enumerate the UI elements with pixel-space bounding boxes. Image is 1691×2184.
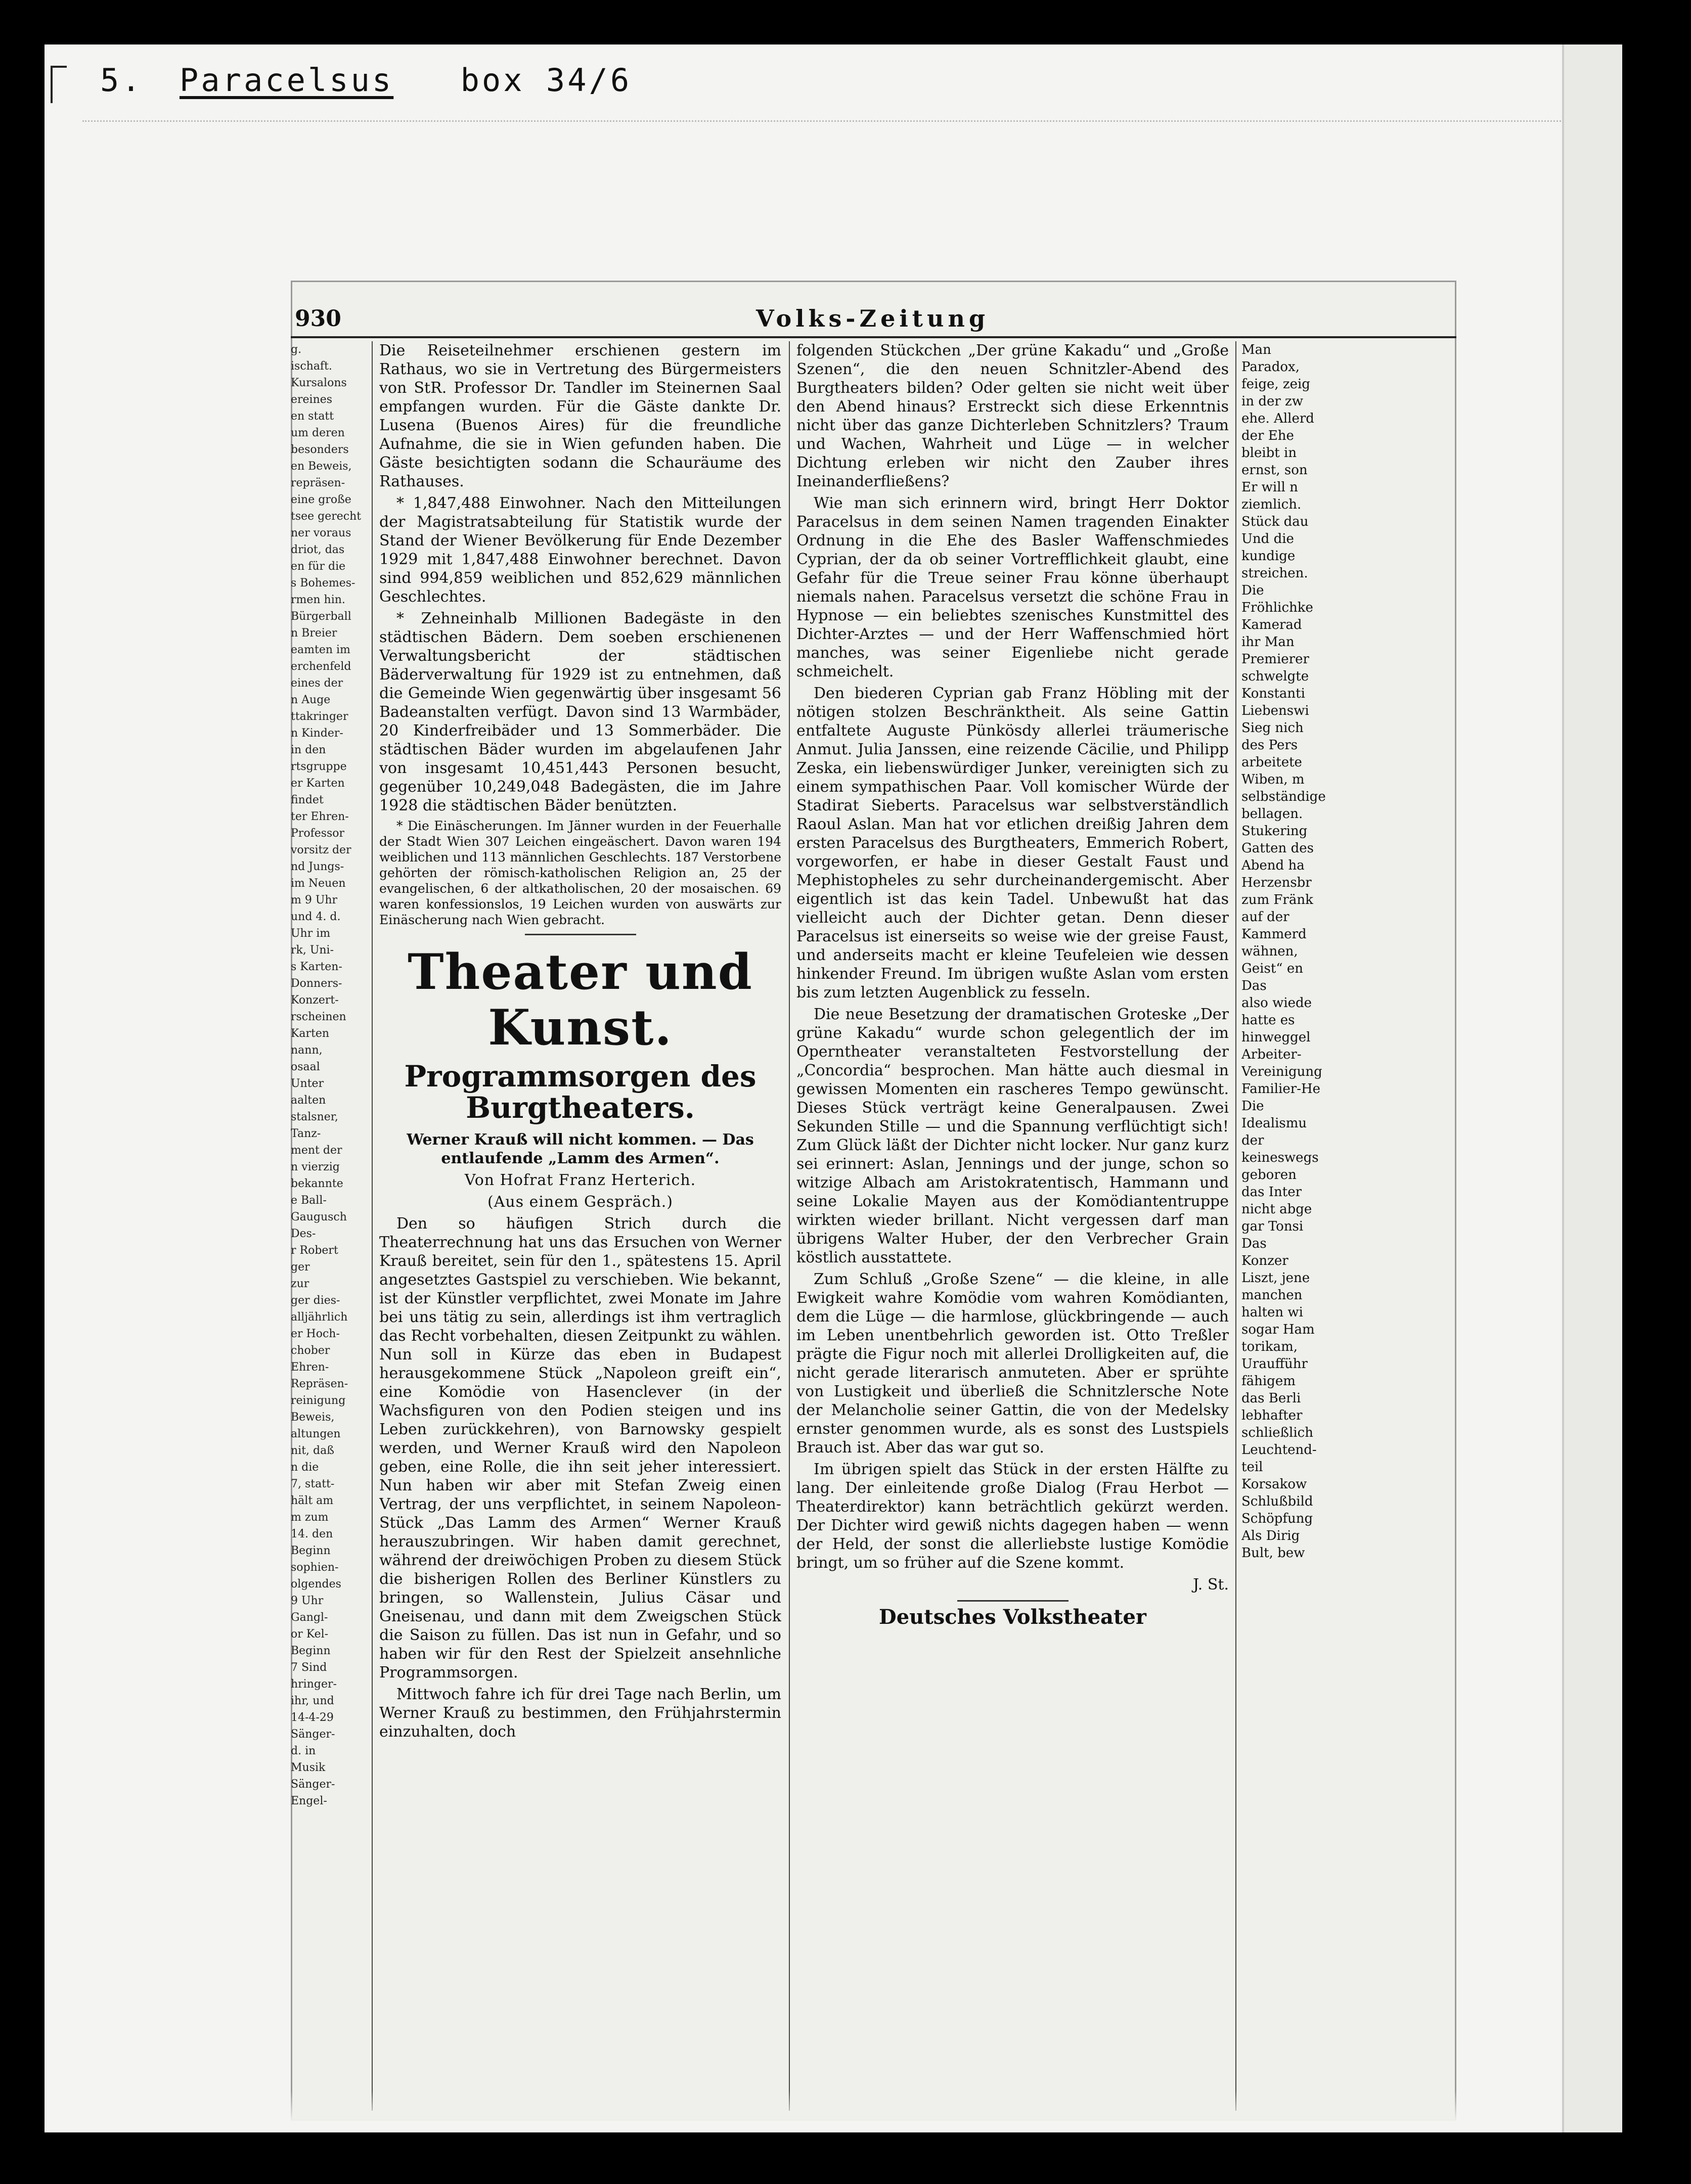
text-fragment: halten wi bbox=[1241, 1305, 1303, 1320]
column-c bbox=[796, 341, 1229, 2111]
text-fragment: sogar Ham bbox=[1241, 1322, 1315, 1337]
article-paragraph: Den so häufigen Strich durch die Theaterrechnung hat uns das Ersuchen von Werner Krauß bereitet, sein für den 1., spätestens 15. April angesetztes Gastspiel zu verschieben. Wie bekannt, ist der Künstler verpflichtet, zwei Monate im Jahre bei uns tätig zu sein, allerdings ist ihm vertraglich das Recht vorbehalten, diesen Zeitpunkt zu wählen. Nun soll in Kürze das eben in Budapest herausgekommene Stück „Napoleon greift ein“, eine Komödie von Hasenclever (in der Wachsfiguren von den Podien steigen und ins Leben zurückkehren), von Barnowsky gespielt werden, und Werner Krauß wird den Napoleon geben, eine Rolle, die ihn seit jeher interessiert. Nun haben wir aber mit Stefan Zweig einen Vertrag, der uns verpflichtet, in seinem Napoleon-Stück „Das Lamm des Armen“ Werner Krauß herauszubringen. Wir haben damit gerechnet, während der dreiwöchigen Proben zu diesem Stück die bisherigen Rollen des Berliner Künstlers zu bringen, so Wallenstein, Julius Cäsar und Gneisenau, und dann mit dem Zweigschen Stück die Saison zu füllen. Das ist nun in Gefahr, und so haben wir für den Rest der Spielzeit ansehnliche Programmsorgen. bbox=[379, 1215, 781, 1681]
text-fragment: im Neuen bbox=[291, 877, 346, 890]
text-fragment: eamten im bbox=[291, 644, 350, 656]
text-fragment: ereines bbox=[291, 393, 333, 406]
text-fragment: rscheinen bbox=[291, 1011, 346, 1023]
text-fragment: bleibt in bbox=[1241, 445, 1297, 461]
text-fragment: Bürgerball bbox=[291, 610, 351, 623]
text-fragment: Als Dirig bbox=[1241, 1528, 1300, 1543]
text-fragment: auf der bbox=[1241, 909, 1289, 925]
text-fragment: aalten bbox=[291, 1094, 326, 1107]
text-fragment: Schlußbild bbox=[1241, 1494, 1313, 1509]
text-fragment: Sieg nich bbox=[1241, 720, 1304, 736]
article-paragraph: Mittwoch fahre ich für drei Tage nach Berlin, um Werner Krauß zu bestimmen, den Frühjahrstermin einzuhalten, doch bbox=[379, 1686, 781, 1741]
text-fragment: driot, das bbox=[291, 543, 345, 556]
news-paragraph: * Zehneinhalb Millionen Badegäste in den städtischen Bädern. Dem soeben erschienenen Verwaltungsbericht der städtischen Bäderverwaltung für 1929 ist zu entnehmen, daß die Gemeinde Wien gegenwärtig über insgesamt 56 Badeanstalten verfügt. Davon sind 13 Warmbäder, 20 Kinderfreibäder und 13 Sommerbäder. Die städtischen Bäder wurden im abgelaufenen Jahr von insgesamt 10,451,443 Personen besucht, gegenüber 10,249,048 Badegästen, die im Jahre 1928 die städtischen Bäder benützten. bbox=[379, 610, 781, 814]
text-fragment: hinweggel bbox=[1241, 1030, 1311, 1045]
text-fragment: 7 Sind bbox=[291, 1661, 327, 1674]
text-fragment: chober bbox=[291, 1344, 330, 1357]
text-fragment: Die bbox=[1241, 583, 1264, 598]
text-fragment: findet bbox=[291, 794, 324, 806]
text-fragment: en Beweis, bbox=[291, 460, 352, 473]
text-fragment: n die bbox=[291, 1461, 319, 1474]
text-fragment: Stück dau bbox=[1241, 514, 1309, 529]
page-number: 930 bbox=[295, 306, 341, 332]
text-fragment: Uraufführ bbox=[1241, 1356, 1308, 1372]
text-fragment: Korsakow bbox=[1241, 1477, 1307, 1492]
text-fragment: ischaft. bbox=[291, 360, 332, 373]
column-divider bbox=[1235, 341, 1236, 2111]
text-fragment: schließlich bbox=[1241, 1425, 1313, 1440]
review-paragraph: Den biederen Cyprian gab Franz Höbling mit der nötigen stolzen Beschränktheit. Als seine Gattin entfaltete Auguste Pünkösdy allerlei träumerische Anmut. Julia Janssen, eine reizende Cäcilie, und Philipp Zeska, ein liebenswürdiger Junker, vereinigten sich zu einem sympathischen Paar. Voll komischer Würde der Stadirat Sieberts. Paracelsus war selbstverständlich Raoul Aslan. Man hat vor etlichen dreißig Jahren dem ersten Paracelsus des Burgtheaters, Emmerich Robert, vorgeworfen, er habe in dieser Gestalt Faust und Mephistopheles zu sehr durcheinandergemischt. Aber eigentlich ist das kein Tadel. Unbewußt hat das vielleicht auch der Dichter getan. Denn dieser Paracelsus ist einerseits so weise wie der greise Faust, und anderseits macht er kleine Teufeleien wie dessen hinkender Freund. Im übrigen wußte Aslan vom ersten bis zum letzten Augenblick zu fesseln. bbox=[796, 685, 1229, 1002]
text-fragment: fähigem bbox=[1241, 1374, 1296, 1389]
text-fragment: Repräsen- bbox=[291, 1378, 348, 1390]
text-fragment: vorsitz der bbox=[291, 844, 351, 856]
text-fragment: und 4. d. bbox=[291, 911, 341, 923]
review-paragraph: folgenden Stückchen „Der grüne Kakadu“ und „Große Szenen“, die den neuen Schnitzler-Abend des Burgtheaters bilden? Oder gelten sie nicht weit über den Abend hinaus? Erstreckt sich diese Erkenntnis nicht über das ganze Dichterleben Schnitzlers? Traum und Wachen, Wahrheit und Lüge — in welcher Dichtung erleben wir nicht den Zauber ihres Ineinanderfließens? bbox=[796, 342, 1229, 490]
text-fragment: tsee gerecht bbox=[291, 510, 362, 523]
text-fragment: stalsner, bbox=[291, 1111, 338, 1123]
text-fragment: olgendes bbox=[291, 1578, 341, 1590]
text-fragment: repräsen- bbox=[291, 477, 345, 489]
text-fragment: Uhr im bbox=[291, 927, 331, 940]
text-fragment: erchenfeld bbox=[291, 660, 351, 673]
text-fragment: Und die bbox=[1241, 531, 1294, 547]
article-byline: Von Hofrat Franz Herterich. bbox=[464, 1171, 696, 1189]
newspaper-clipping bbox=[291, 281, 1456, 2121]
text-fragment: Gatten des bbox=[1241, 841, 1314, 856]
text-fragment: Liszt, jene bbox=[1241, 1270, 1310, 1286]
text-fragment: en für die bbox=[291, 560, 346, 573]
text-fragment: Beweis, bbox=[291, 1411, 335, 1424]
text-fragment: bellagen. bbox=[1241, 806, 1303, 822]
text-fragment: or Kel- bbox=[291, 1628, 329, 1641]
text-fragment: bekannte bbox=[291, 1177, 343, 1190]
text-fragment: 7, statt- bbox=[291, 1478, 335, 1490]
text-fragment: Des- bbox=[291, 1227, 316, 1240]
bottom-fade bbox=[291, 2090, 1456, 2121]
text-fragment: eine große bbox=[291, 493, 351, 506]
text-fragment: also wiede bbox=[1241, 995, 1312, 1011]
text-fragment: s Karten- bbox=[291, 961, 342, 973]
text-fragment: n vierzig bbox=[291, 1161, 340, 1173]
text-fragment: Er will n bbox=[1241, 480, 1298, 495]
text-fragment: wähnen, bbox=[1241, 944, 1298, 959]
section-title: Theater und Kunst. bbox=[408, 943, 753, 1056]
column-b bbox=[379, 341, 781, 2111]
right-edge bbox=[1562, 44, 1622, 2132]
top-rule bbox=[82, 120, 1564, 122]
article-subhead: Werner Krauß will nicht kommen. — Das entlaufende „Lamm des Armen“. bbox=[407, 1131, 754, 1167]
text-fragment: d. in bbox=[291, 1745, 316, 1757]
text-fragment: ner voraus bbox=[291, 527, 351, 539]
text-fragment: geboren bbox=[1241, 1167, 1297, 1182]
text-fragment: besonders bbox=[291, 443, 349, 456]
text-fragment: ment der bbox=[291, 1144, 342, 1157]
text-fragment: selbständige bbox=[1241, 789, 1326, 804]
divider bbox=[957, 1600, 1069, 1602]
review-paragraph: Die neue Besetzung der dramatischen Groteske „Der grüne Kakadu“ wurde schon gelegentlich der im Operntheater veranstalteten Festvorstellung der „Concordia“ besprochen. Man hätte auch diesmal in gewissen Momenten ein rascheres Tempo gewünscht. Dieses Stück verträgt keine Generalpausen. Zwei Sekunden Stille — und die Spannung verflüchtigt sich! Zum Glück läßt der Dichter nicht locker. Nur ganz kurz sei erinnert: Aslan, Jennings und der junge, schon so witzige Albach am Aristokratentisch, Hammann und seine Lokalie Mayen aus der Komödiantentruppe wirkten wieder brillant. Nicht vergessen darf man übrigens Walter Huber, der den Verbrecher Grain köstlich ausstattete. bbox=[796, 1006, 1229, 1266]
text-fragment: ziemlich. bbox=[1241, 497, 1302, 512]
text-fragment: n Kinder- bbox=[291, 727, 343, 740]
text-fragment: Konzert- bbox=[291, 994, 339, 1007]
text-fragment: teil bbox=[1241, 1460, 1263, 1475]
text-fragment: Tanz- bbox=[291, 1127, 321, 1140]
text-fragment: g. bbox=[291, 343, 302, 356]
text-fragment: Kursalons bbox=[291, 377, 347, 389]
text-fragment: er Hoch- bbox=[291, 1328, 340, 1340]
text-fragment: er Karten bbox=[291, 777, 345, 790]
text-fragment: rmen hin. bbox=[291, 594, 345, 606]
text-fragment: hatte es bbox=[1241, 1013, 1295, 1028]
text-fragment: Man bbox=[1241, 342, 1271, 357]
text-fragment: hält am bbox=[291, 1494, 334, 1507]
text-fragment: ernst, son bbox=[1241, 463, 1308, 478]
text-fragment: ger bbox=[291, 1261, 310, 1273]
text-fragment: Bult, bew bbox=[1241, 1545, 1305, 1561]
text-fragment: Ehren- bbox=[291, 1361, 329, 1374]
text-fragment: Leuchtend- bbox=[1241, 1442, 1317, 1458]
text-fragment: Stukering bbox=[1241, 824, 1308, 839]
bottom-heading: Deutsches Volkstheater bbox=[879, 1605, 1146, 1629]
text-fragment: osaal bbox=[291, 1061, 320, 1073]
text-fragment: das Berli bbox=[1241, 1391, 1301, 1406]
text-fragment: kundige bbox=[1241, 549, 1296, 564]
news-paragraph: Die Reiseteilnehmer erschienen gestern im Rathaus, wo sie in Vertretung des Bürgermeisters von StR. Professor Dr. Tandler im Steinernen Saal empfangen wurden. Für die Gäste dankte Dr. Lusena (Buenos Aires) für die freundliche Aufnahme, die sie in Wien gefunden haben. Die Gäste besichtigten sodann die Schauräume des Rathauses. bbox=[379, 342, 781, 490]
text-fragment: Gaugusch bbox=[291, 1211, 347, 1223]
review-paragraph: Im übrigen spielt das Stück in der ersten Hälfte zu lang. Der einleitende große Dialog (Frau Herbot — Theaterdirektor) kann beträchtlich gekürzt werden. Der Dichter wird gewiß nichts dagegen haben — wenn der Held, der sonst die allerliebste lustige Komödie bringt, um so früher auf die Szene kommt. bbox=[796, 1461, 1229, 1572]
text-fragment: Familier-He bbox=[1241, 1081, 1321, 1097]
text-fragment: 14. den bbox=[291, 1528, 333, 1540]
text-fragment: 14-4-29 bbox=[291, 1711, 334, 1724]
column-divider bbox=[372, 341, 373, 2111]
text-fragment: Idealismu bbox=[1241, 1116, 1307, 1131]
signature: J. St. bbox=[1193, 1576, 1229, 1594]
text-fragment: Gangl- bbox=[291, 1611, 328, 1624]
archive-number: 5. bbox=[100, 62, 143, 99]
news-paragraph: * 1,847,488 Einwohner. Nach den Mitteilungen der Magistratsabteilung für Statistik wurde der Stand der Wiener Bevölkerung für Ende Dezember 1929 mit 1,847,488 Einwohner berechnet. Davon sind 994,859 weiblichen und 852,629 männlichen Geschlechtes. bbox=[379, 494, 781, 606]
text-fragment: in der zw bbox=[1241, 394, 1304, 409]
text-fragment: Fröhlichke bbox=[1241, 600, 1313, 615]
masthead: Volks-Zeitung bbox=[756, 305, 990, 332]
text-fragment: lebhafter bbox=[1241, 1408, 1303, 1423]
archive-title: Paracelsus bbox=[179, 62, 394, 99]
text-fragment: Beginn bbox=[291, 1645, 331, 1657]
text-fragment: torikam, bbox=[1241, 1339, 1298, 1354]
text-fragment: Kammerd bbox=[1241, 927, 1307, 942]
text-fragment: Schöpfung bbox=[1241, 1511, 1313, 1526]
text-fragment: ttakringer bbox=[291, 710, 348, 723]
text-fragment: Konzer bbox=[1241, 1253, 1288, 1268]
text-fragment: streichen. bbox=[1241, 566, 1308, 581]
text-fragment: arbeitete bbox=[1241, 755, 1302, 770]
column-d-fragments bbox=[1241, 341, 1373, 2111]
text-fragment: altungen bbox=[291, 1428, 341, 1440]
text-fragment: rtsgruppe bbox=[291, 760, 347, 773]
text-fragment: m 9 Uhr bbox=[291, 894, 338, 906]
divider bbox=[525, 934, 636, 935]
masthead-rule bbox=[291, 336, 1456, 338]
left-column-fragments bbox=[291, 341, 362, 2111]
text-fragment: reinigung bbox=[291, 1394, 346, 1407]
text-fragment: Abend ha bbox=[1241, 858, 1305, 873]
text-fragment: Engel- bbox=[291, 1795, 327, 1807]
text-fragment: en statt bbox=[291, 410, 334, 423]
corner-bracket bbox=[51, 66, 67, 103]
text-fragment: ihr, und bbox=[291, 1695, 334, 1707]
text-fragment: des Pers bbox=[1241, 738, 1298, 753]
review-paragraph: Zum Schluß „Große Szene“ — die kleine, in alle Ewigkeit wahre Komödie vom wahren Komödianten, dem die Lüge — die harmlose, glückbringende — auch im Leben unentbehrlich geworden ist. Otto Treßler prägte die Figur noch mit allerlei Drolligkeiten auf, die nicht gerade literarisch anmuteten. Aber er sprühte von Lustigkeit und überließ die Schnitzlersche Note der Melancholie seiner Gattin, die von der Medelsky ernster genommen wurde, als es sonst des Lustspiels Brauch ist. Aber das war gut so. bbox=[796, 1270, 1229, 1457]
text-fragment: Unter bbox=[291, 1077, 324, 1090]
text-fragment: Die bbox=[1241, 1099, 1264, 1114]
text-fragment: Liebenswi bbox=[1241, 703, 1309, 718]
text-fragment: der Ehe bbox=[1241, 428, 1294, 443]
text-fragment: Wiben, m bbox=[1241, 772, 1305, 787]
text-fragment: n Auge bbox=[291, 694, 331, 706]
text-fragment: ger dies- bbox=[291, 1294, 340, 1307]
text-fragment: 9 Uhr bbox=[291, 1595, 324, 1607]
article-byline-note: (Aus einem Gespräch.) bbox=[487, 1193, 673, 1211]
text-fragment: Arbeiter- bbox=[1241, 1047, 1302, 1062]
text-fragment: sophien- bbox=[291, 1561, 339, 1574]
text-fragment: s Bohemes- bbox=[291, 577, 355, 589]
text-fragment: um deren bbox=[291, 427, 345, 439]
text-fragment: nit, daß bbox=[291, 1444, 334, 1457]
text-fragment: Sänger- bbox=[291, 1778, 335, 1791]
archive-label bbox=[100, 62, 632, 99]
text-fragment: Karten bbox=[291, 1027, 330, 1040]
text-fragment: Das bbox=[1241, 978, 1267, 993]
text-fragment: Beginn bbox=[291, 1544, 331, 1557]
text-fragment: Kamerad bbox=[1241, 617, 1302, 632]
column-divider bbox=[789, 341, 790, 2111]
review-paragraph: Wie man sich erinnern wird, bringt Herr Doktor Paracelsus in dem seinen Namen tragenden Einakter Ordnung in die Ehe des Basler Waffenschmiedes Cyprian, der da ob seiner Vortrefflichkeit glaubt, eine Gefahr für die Treue seiner Frau könne überhaupt niemals nahen. Paracelsus versetzt die schöne Frau in Hypnose — ein beliebtes szenisches Kunstmittel des Dichter-Arztes — und der Herr Waffenschmied hört manches, was seiner Eigenliebe nicht gerade schmeichelt. bbox=[796, 494, 1229, 680]
text-fragment: gar Tonsi bbox=[1241, 1219, 1304, 1234]
text-fragment: eines der bbox=[291, 677, 343, 690]
text-fragment: m zum bbox=[291, 1511, 329, 1524]
text-fragment: ehe. Allerd bbox=[1241, 411, 1314, 426]
text-fragment: Das bbox=[1241, 1236, 1267, 1251]
text-fragment: Herzensbr bbox=[1241, 875, 1312, 890]
text-fragment: Paradox, bbox=[1241, 359, 1300, 375]
text-fragment: r Robert bbox=[291, 1244, 338, 1257]
text-fragment: Professor bbox=[291, 827, 345, 840]
archive-box: box 34/6 bbox=[460, 62, 632, 99]
text-fragment: Donners- bbox=[291, 977, 342, 990]
text-fragment: Sänger- bbox=[291, 1728, 335, 1741]
text-fragment: Konstanti bbox=[1241, 686, 1305, 701]
text-fragment: nann, bbox=[291, 1044, 323, 1057]
text-fragment: Vereinigung bbox=[1241, 1064, 1322, 1079]
text-fragment: Premierer bbox=[1241, 652, 1309, 667]
text-fragment: ihr Man bbox=[1241, 634, 1295, 650]
text-fragment: feige, zeig bbox=[1241, 377, 1310, 392]
text-fragment: ter Ehren- bbox=[291, 810, 349, 823]
text-fragment: in den bbox=[291, 744, 326, 756]
text-fragment: der bbox=[1241, 1133, 1264, 1148]
text-fragment: nd Jungs- bbox=[291, 860, 344, 873]
text-fragment: n Breier bbox=[291, 627, 337, 640]
text-fragment: alljährlich bbox=[291, 1311, 348, 1324]
text-fragment: zur bbox=[291, 1278, 309, 1290]
text-fragment: keineswegs bbox=[1241, 1150, 1319, 1165]
text-fragment: hringer- bbox=[291, 1678, 337, 1691]
text-fragment: zum Fränk bbox=[1241, 892, 1313, 907]
text-fragment: e Ball- bbox=[291, 1194, 327, 1207]
text-fragment: schwelgte bbox=[1241, 669, 1309, 684]
article-headline: Programmsorgen des Burgtheaters. bbox=[404, 1059, 757, 1125]
text-fragment: Musik bbox=[291, 1761, 326, 1774]
text-fragment: rk, Uni- bbox=[291, 944, 334, 957]
text-fragment: Geist“ en bbox=[1241, 961, 1303, 976]
text-fragment: das Inter bbox=[1241, 1185, 1302, 1200]
text-fragment: nicht abge bbox=[1241, 1202, 1312, 1217]
text-fragment: manchen bbox=[1241, 1288, 1303, 1303]
news-note: * Die Einäscherungen. Im Jänner wurden in der Feuerhalle der Stadt Wien 307 Leichen eingeäschert. Davon waren 194 weiblichen und 113 männlichen Geschlechts. 187 Verstorbene gehörten der römisch-katholischen Religion an, 25 der evangelischen, 6 der altkatholischen, 20 der mosaischen. 69 waren konfessionslos, 19 Leichen wurden von auswärts zur Einäscherung nach Wien gebracht. bbox=[379, 818, 781, 927]
